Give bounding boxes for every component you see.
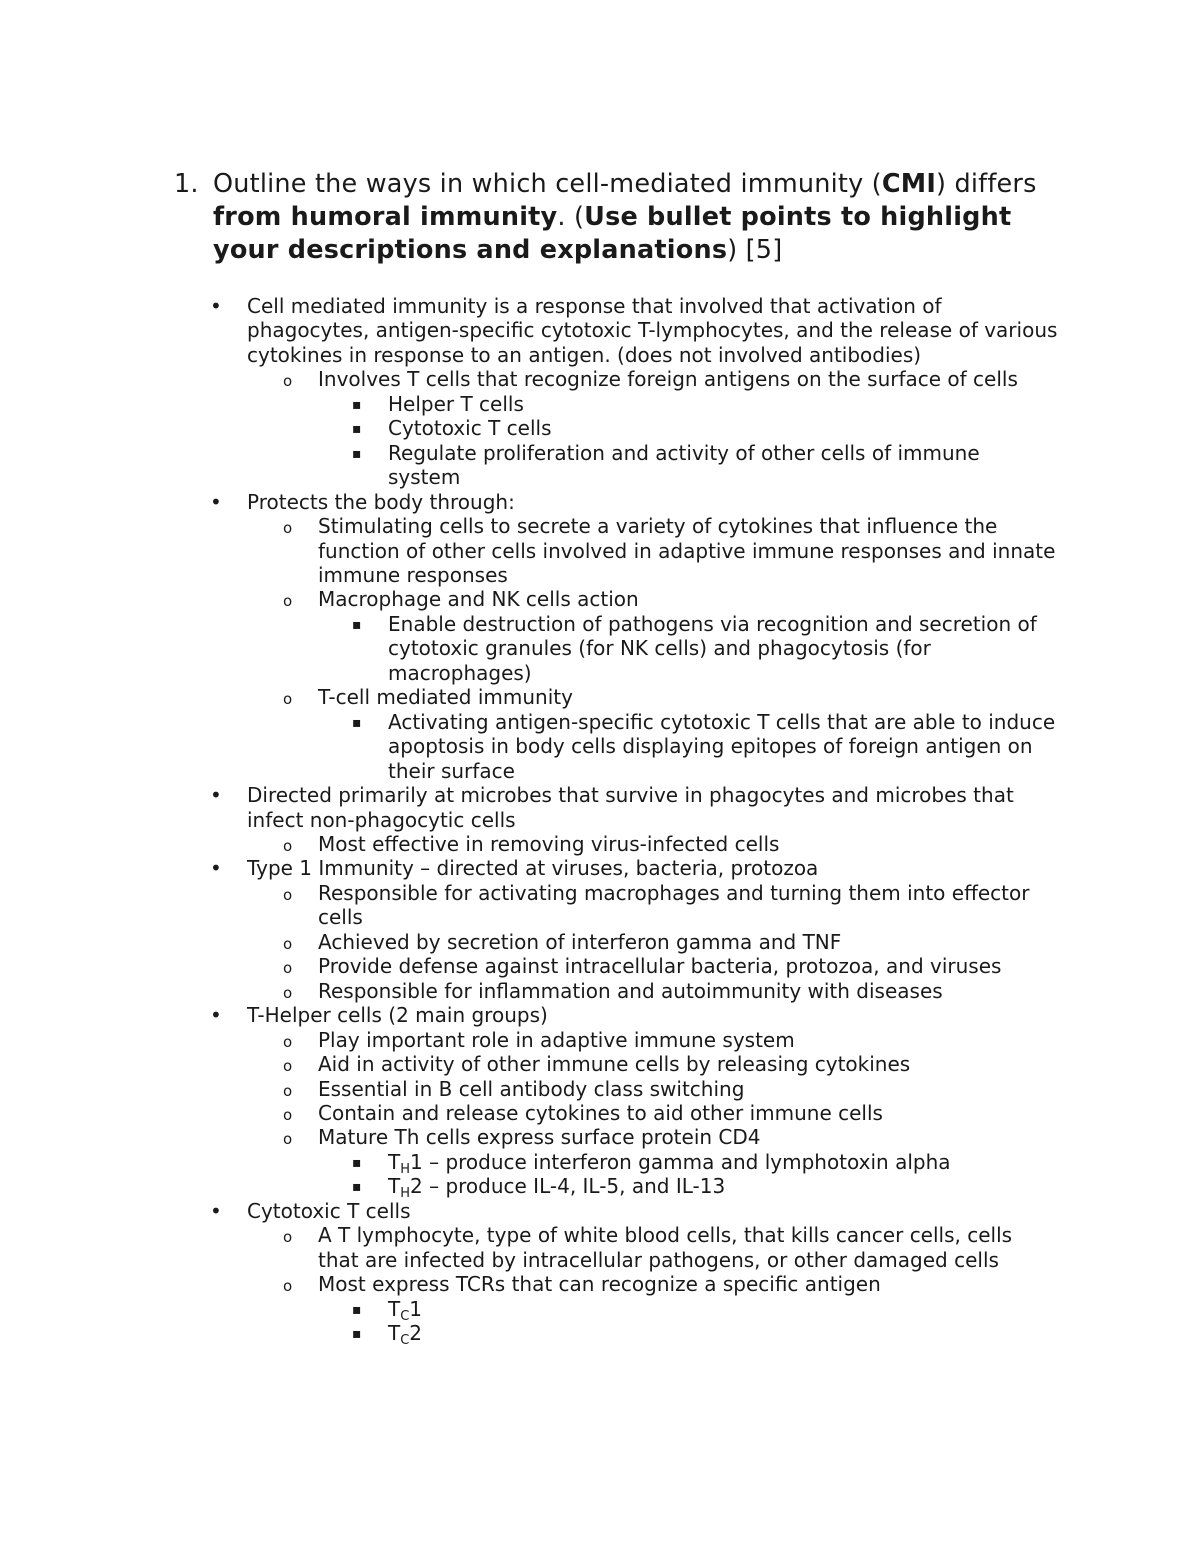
list-item [0,1003,1067,1027]
list-item [0,612,1058,685]
cell-type-subscript: C [400,1333,410,1349]
bullet-marker: • [210,1198,222,1223]
question-text-part: Outline the ways in which cell-mediated immunity ( [213,169,882,199]
list-item-text: A T lymphocyte, type of white blood cells, that kills cancer cells, cells that are infected by intracellular pathogens, or other damaged cells [318,1223,1013,1272]
bullet-marker: ▪ [352,421,362,438]
list-item [0,1077,1058,1101]
bullet-marker: • [210,783,222,808]
bullet-marker: o [283,934,293,953]
cell-type-subscript: H [400,1161,410,1177]
list-item [0,1223,1058,1272]
list-item-text: Achieved by secretion of interferon gamma and TNF [318,929,842,954]
list-item [0,1321,1058,1349]
list-item-text: Cytotoxic T cells [388,416,552,441]
list-item-text: Involves T cells that recognize foreign antigens on the surface of cells [318,367,1018,392]
bullet-marker: ▪ [352,714,362,731]
list-item-text: 1 – produce interferon gamma and lymphotoxin alpha [410,1149,951,1174]
list-item [0,392,1058,416]
bullet-marker: • [210,489,222,514]
list-item [0,1272,1058,1296]
list-item [0,1149,1058,1177]
bullet-marker: o [283,519,293,538]
cell-type-subscript: C [400,1308,410,1324]
list-item-text: T-cell mediated immunity [318,685,573,710]
list-item-text: T-Helper cells (2 main groups) [247,1003,548,1028]
bullet-marker: ▪ [352,396,362,413]
list-item-text: Macrophage and NK cells action [318,587,639,612]
bullet-marker: o [283,1057,293,1076]
list-item [0,1028,1058,1052]
list-item-text: Play important role in adaptive immune system [318,1027,795,1052]
list-item [0,416,1058,440]
bullet-marker: ▪ [352,1301,362,1318]
question-bold-instruction: Use bullet points to highlight your descriptions and explanations [213,202,1012,265]
list-item-text: 2 [409,1321,423,1346]
list-item-text: Directed primarily at microbes that survive in phagocytes and microbes that infect non-phagocytic cells [247,783,1014,832]
list-item-text: Stimulating cells to secrete a variety of cytokines that influence the function of other cells involved in adaptive immune responses and innate immune responses [318,514,1056,587]
question-bold-cmi: CMI [881,169,937,199]
bullet-marker: • [210,294,222,318]
question-number: 1. [174,169,199,199]
question-heading [170,168,1070,267]
question-text [213,168,1070,267]
list-item-text: 2 – produce IL-4, IL-5, and IL-13 [410,1174,726,1199]
list-item-text: Responsible for inflammation and autoimmunity with diseases [318,978,943,1003]
bullet-marker: o [283,1105,293,1124]
bullet-marker: ▪ [352,1179,362,1196]
list-item-text: Aid in activity of other immune cells by releasing cytokines [318,1052,911,1077]
bullet-marker: o [283,983,293,1002]
list-item-text: Most express TCRs that can recognize a specific antigen [318,1272,881,1297]
list-item [0,979,1058,1003]
cell-type-prefix: T [388,1321,401,1346]
bullet-marker: o [283,836,293,855]
list-item [0,514,1058,587]
list-item [0,441,1058,490]
list-item [0,1101,1058,1125]
list-item-text: Enable destruction of pathogens via recognition and secretion of cytotoxic granules (for NK cells) and phagocytosis (for macrophages) [388,611,1037,685]
list-item-text: 1 [409,1296,423,1321]
bullet-marker: o [283,592,293,611]
list-item [0,1125,1058,1149]
bullet-marker: o [283,1130,293,1149]
list-item-text: Cytotoxic T cells [247,1198,411,1223]
answer-bullet-list [0,294,1200,1349]
bullet-marker: • [210,1003,222,1028]
list-item [0,1296,1058,1324]
list-item-text: Mature Th cells express surface protein CD4 [318,1125,761,1150]
list-item-text: Provide defense against intracellular bacteria, protozoa, and viruses [318,954,1002,979]
bullet-marker: o [283,1032,293,1051]
question-bold-humoral: from humoral immunity [213,202,558,232]
question-text-part: ) [5] [727,235,783,265]
bullet-marker: o [283,1228,293,1247]
list-item-text: Cell mediated immunity is a response that involved that activation of phagocytes, antigen-specific cytotoxic T-lymphocytes, and the release of various cytokines in response to an antigen. (does not involved antibodies) [247,294,1058,367]
question-text-part: . ( [557,202,585,232]
list-item [0,832,1058,856]
list-item-text: Essential in B cell antibody class switching [318,1076,745,1101]
cell-type-prefix: T [388,1149,401,1174]
list-item [0,587,1058,611]
bullet-marker: o [283,372,293,391]
list-item [0,367,1058,391]
list-item-text: Activating antigen-specific cytotoxic T cells that are able to induce apoptosis in body cells displaying epitopes of foreign antigen on their surface [388,709,1056,783]
list-item [0,1199,1067,1223]
bullet-marker: ▪ [352,1326,362,1343]
list-item [0,1052,1058,1076]
list-item [0,490,1067,514]
bullet-marker: ▪ [352,445,362,462]
list-item-text: Most effective in removing virus-infected cells [318,831,780,856]
list-item [0,856,1067,880]
list-item-text: Regulate proliferation and activity of other cells of immune system [388,440,980,490]
bullet-marker: o [283,1277,293,1296]
list-item-text: Contain and release cytokines to aid other immune cells [318,1100,883,1125]
list-item [0,783,1067,832]
question-text-part: ) differs [936,169,1037,199]
cell-type-prefix: T [388,1174,401,1199]
list-item [0,294,1067,367]
list-item-text: Helper T cells [388,391,524,416]
list-item [0,1174,1058,1202]
cell-type-prefix: T [388,1296,401,1321]
list-item-text: Type 1 Immunity – directed at viruses, bacteria, protozoa [247,856,819,881]
bullet-marker: ▪ [352,616,362,633]
list-item [0,954,1058,978]
bullet-marker: • [210,856,222,881]
cell-type-subscript: H [400,1186,410,1202]
list-item [0,685,1058,709]
list-item-text: Responsible for activating macrophages and turning them into effector cells [318,880,1030,930]
bullet-marker: o [283,959,293,978]
list-item-text: Protects the body through: [247,489,515,514]
bullet-marker: ▪ [352,1154,362,1171]
list-item [0,710,1058,783]
bullet-marker: o [283,690,293,709]
bullet-marker: o [283,1081,293,1100]
list-item [0,930,1058,954]
bullet-marker: o [283,885,293,904]
list-item [0,881,1058,930]
